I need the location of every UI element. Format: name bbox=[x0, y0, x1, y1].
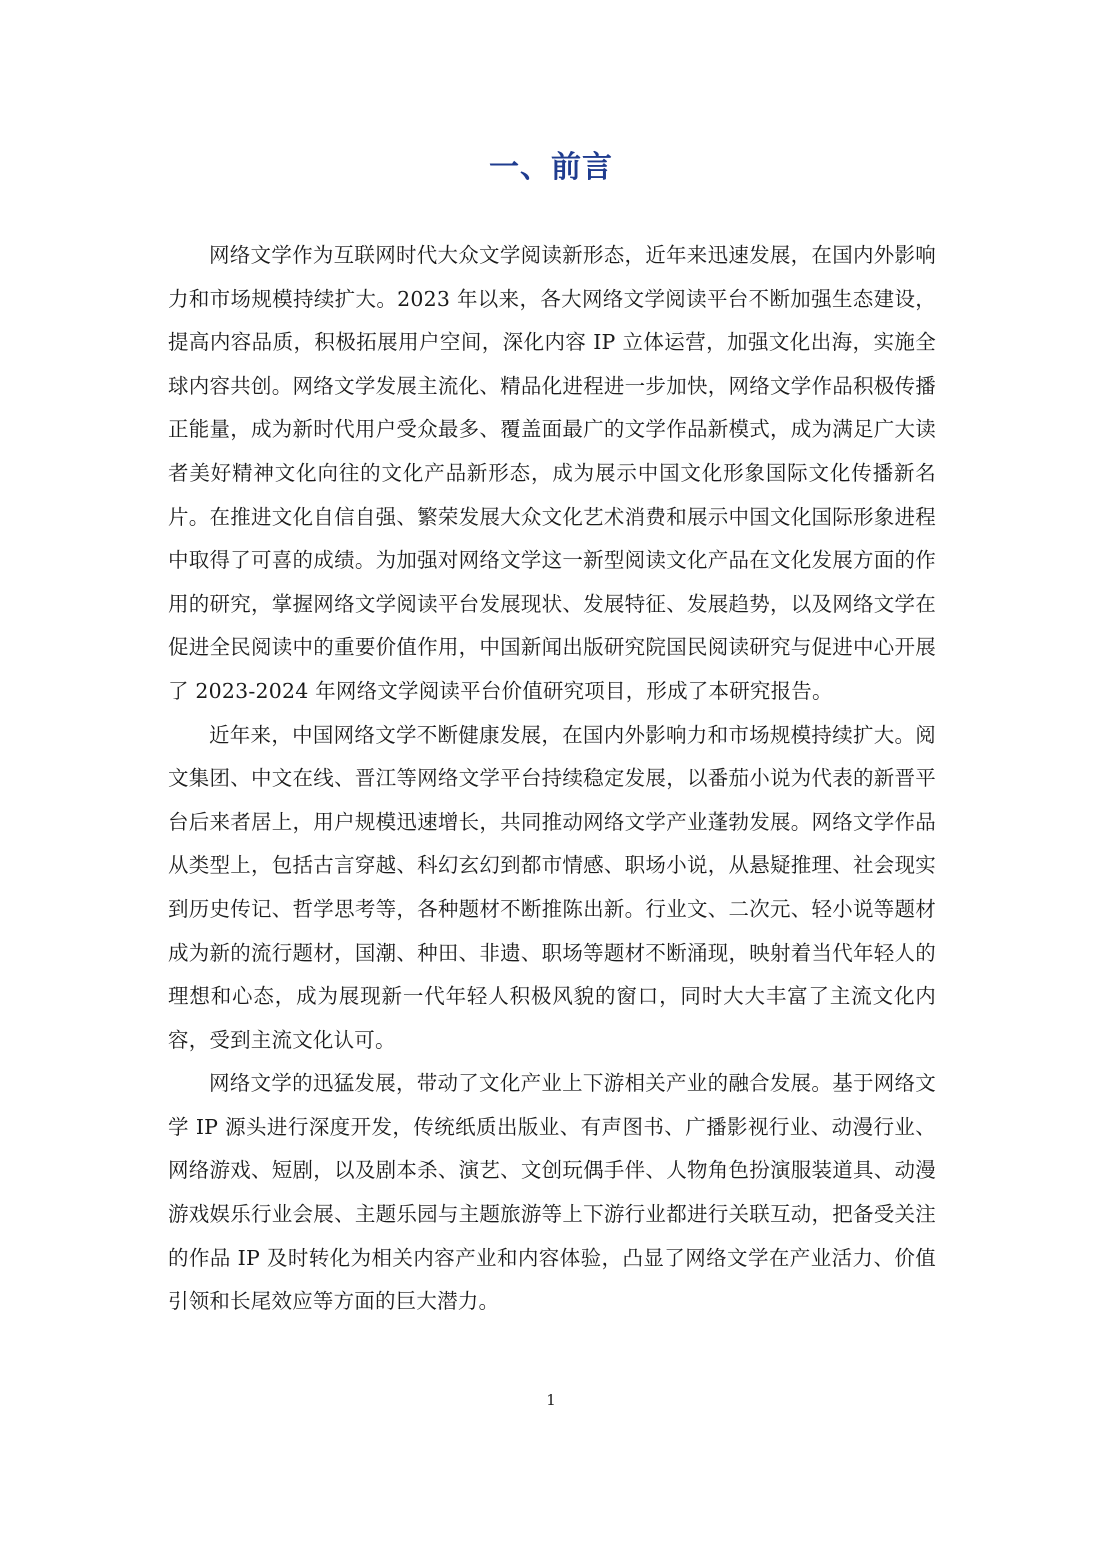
body-text bbox=[168, 234, 936, 1324]
page-number: 1 bbox=[546, 1391, 556, 1409]
paragraph-development: 近年来，中国网络文学不断健康发展，在国内外影响力和市场规模持续扩大。阅文集团、中文在线、晋江等网络文学平台持续稳定发展，以番茄小说为代表的新晋平台后来者居上，用户规模迅速增长，共同推动网络文学产业蓬勃发展。网络文学作品从类型上，包括古言穿越、科幻玄幻到都市情感、职场小说，从悬疑推理、社会现实到历史传记、哲学思考等，各种题材不断推陈出新。行业文、二次元、轻小说等题材成为新的流行题材，国潮、种田、非遗、职场等题材不断涌现，映射着当代年轻人的理想和心态，成为展现新一代年轻人积极风貌的窗口，同时大大丰富了主流文化内容，受到主流文化认可。 bbox=[168, 722, 936, 1052]
paragraph-intro: 网络文学作为互联网时代大众文学阅读新形态，近年来迅速发展，在国内外影响力和市场规模持续扩大。2023 年以来，各大网络文学阅读平台不断加强生态建设，提高内容品质，积极拓展用户空间，深化内容 IP 立体运营，加强文化出海，实施全球内容共创。网络文学发展主流化、精品化进程进一步加快，网络文学作品积极传播正能量，成为新时代用户受众最多、覆盖面最广的文学作品新模式，成为满足广大读者美好精神文化向往的文化产品新形态，成为展示中国文化形象国际文化传播新名片。在推进文化自信自强、繁荣发展大众文化艺术消费和展示中国文化国际形象进程中取得了可喜的成绩。为加强对网络文学这一新型阅读文化产品在文化发展方面的作用的研究，掌握网络文学阅读平台发展现状、发展特征、发展趋势，以及网络文学在促进全民阅读中的重要价值作用，中国新闻出版研究院国民阅读研究与促进中心开展了 2023-2024 年网络文学阅读平台价值研究项目，形成了本研究报告。 bbox=[168, 243, 936, 703]
section-heading: 一、前言 bbox=[489, 150, 613, 185]
paragraph-industry: 网络文学的迅猛发展，带动了文化产业上下游相关产业的融合发展。基于网络文学 IP 源头进行深度开发，传统纸质出版业、有声图书、广播影视行业、动漫行业、网络游戏、短剧，以及剧本杀、演艺、文创玩偶手伴、人物角色扮演服装道具、动漫游戏娱乐行业会展、主题乐园与主题旅游等上下游行业都进行关联互动，把备受关注的作品 IP 及时转化为相关内容产业和内容体验，凸显了网络文学在产业活力、价值引领和长尾效应等方面的巨大潜力。 bbox=[168, 1071, 936, 1314]
